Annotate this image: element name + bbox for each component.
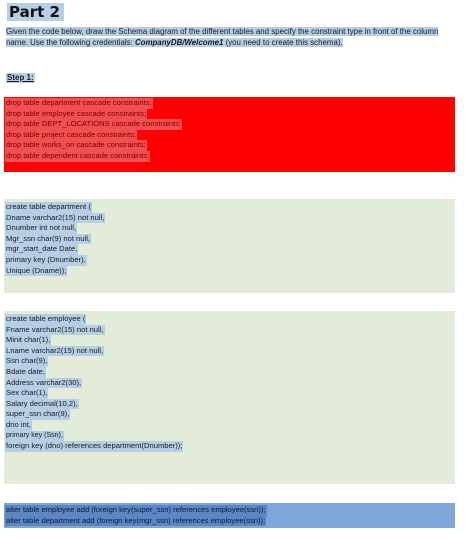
code-line: Ssn char(9), [6,356,48,366]
code-line: drop table project cascade constraints; [6,129,137,139]
code-line: drop table dependent cascade constraints; [6,150,150,160]
code-line: Minit char(1), [6,335,51,345]
create-employee-block [4,311,455,484]
code-line: create table employee ( [6,314,86,323]
code-line: alter table employee add (foreign key(super_ssn) references employee(ssn)); [6,505,266,514]
code-line: Sex char(1), [6,388,48,398]
code-line: Address varchar2(30), [6,377,82,387]
credentials-text: CompanyDB/Welcome1 [134,38,224,47]
code-line: Dname varchar2(15) not null, [6,212,105,222]
drop-statements-block [4,97,455,172]
code-line: super_ssn char(9), [6,409,70,419]
code-line: Lname varchar2(15) not null, [6,345,104,355]
code-line: drop table employee cascade constraints; [6,108,147,118]
code-line: Bdate date, [6,366,45,376]
instructions-text: Given the code below, draw the Schema diagram of the different tables and specify the constraint type in front of the column name. Use the following credentials: [6,27,439,47]
code-line: mgr_start_date Date, [6,244,78,254]
code-line: primary key (Dnumber), [6,254,86,264]
instructions-text-end: (you need to create this schema). [223,38,343,47]
code-line: drop table DEPT_LOCATIONS cascade constraints; [6,119,182,129]
code-line: create table department ( [6,202,91,211]
code-line: dno int, [6,419,31,429]
step-heading: Step 1: [7,73,34,82]
code-line: drop table department cascade constraints; [6,98,152,107]
instructions-paragraph [6,26,458,48]
page-title: Part 2 [7,3,64,21]
code-line: Dnumber int not null, [6,223,77,233]
alter-statements-block [4,503,455,528]
code-line: Salary decimal(10,2), [6,398,78,408]
code-line: alter table department add (foreign key(mgr_ssn) references employee(ssn)); [6,515,266,525]
code-line: foreign key (dno) references department(Dnumber)); [6,441,183,451]
code-line: Mgr_ssn char(9) not null, [6,233,90,243]
code-line: primary key (Ssn), [5,431,64,442]
code-line: drop table works_on cascade constraints; [6,140,146,150]
code-line: Unique (Dname)); [6,265,67,275]
create-department-block [4,199,455,293]
code-line: Fname varchar2(15) not null, [6,324,104,334]
